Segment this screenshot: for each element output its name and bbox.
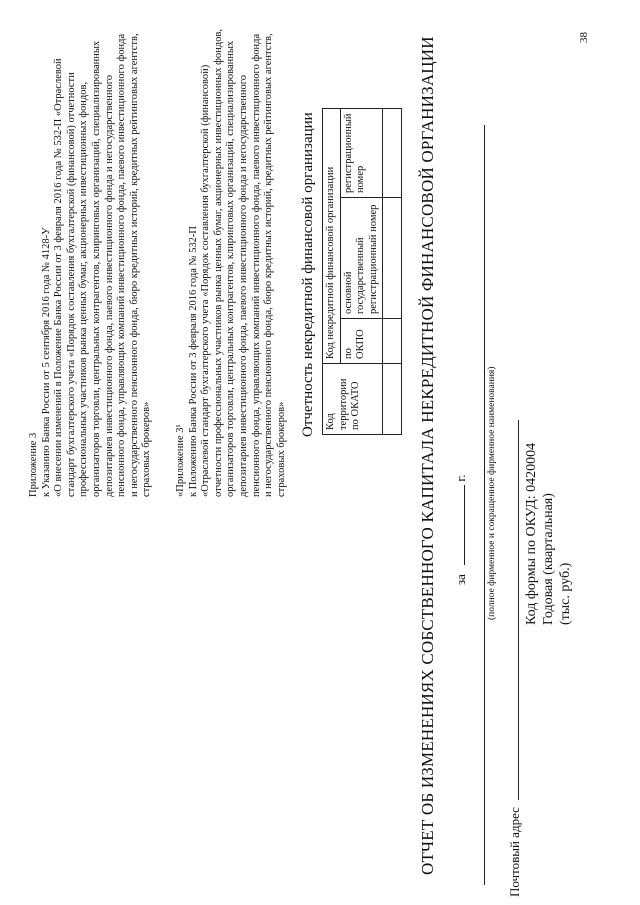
report-title: ОТЧЕТ ОБ ИЗМЕНЕНИЯХ СОБСТВЕННОГО КАПИТАЛА НЕКРЕДИТНОЙ ФИНАНСОВОЙ ОРГАНИЗАЦИИ [418, 36, 437, 875]
annex-3-line2: «О внесении изменений в Положение Банка России от 3 февраля 2016 года № 532-П «Отраслевой стандарт бухгалтерского учета «Порядок составления бухгалтерской (финансовой) отчетности профессиональных участников рынка ценных бумаг, акционерных инвестиционных фондов, организаторов торговли, центральных контрагентов, клиринговых организаций, специализированных депозитариев инвестиционного фонда, паевого инвестиционного фонда и негосударственного пенсионного фонда, управляющих компаний инвестиционного фонда, паевого инвестиционного фонда и негосударственного пенсионного фонда, бюро кредитных историй, кредитных рейтинговых агентств, страховых брокеров» [53, 33, 153, 497]
postal-address-blank [518, 420, 519, 800]
okud-units: (тыс. руб.) [558, 562, 573, 625]
postal-address-label: Почтовый адрес [507, 807, 522, 897]
annex-3-title: Приложение 3 [28, 432, 39, 497]
ogrn-header: основной государственный регистрационный номер [340, 198, 383, 319]
okud-block [523, 443, 574, 625]
report-subtitle: Отчетность некредитной финансовой организации [300, 112, 316, 437]
postal-address [507, 420, 523, 897]
period-suffix: г. [453, 474, 468, 482]
okato-value-cell [383, 364, 402, 435]
organization-code-header: Код некредитной финансовой организации [323, 109, 341, 364]
registration-number-value-cell [383, 109, 402, 198]
page-number: 38 [578, 32, 590, 43]
okato-header: Код территории по ОКАТО [323, 364, 383, 435]
okpo-header: по ОКПО [340, 319, 383, 364]
okud-code: Код формы по ОКУД: 0420004 [524, 442, 539, 625]
annex-3-1-title: «Приложение 3¹ [175, 424, 186, 497]
annex-3-line1: к Указанию Банка России от 5 сентября 2016 года № 4128-У [40, 227, 52, 497]
period-blank [464, 485, 465, 565]
annex-3-1-line2: «Отраслевой стандарт бухгалтерского учета «Порядок составления бухгалтерской (финансовой) отчетности профессиональных участников рынка ценных бумаг, акционерных инвестиционных фондов, организаторов торговли, центральных контрагентов, клиринговых организаций, специализированных депозитариев инвестиционного фонда, паевого инвестиционного фонда и негосударственного пенсионного фонда, управляющих компаний инвестиционного фонда, паевого инвестиционного фонда и негосударственного пенсионного фонда, бюро кредитных историй, кредитных рейтинговых агентств, страховых брокеров» [200, 29, 287, 497]
ogrn-value-cell [383, 198, 402, 319]
okud-periodicity: Годовая (квартальная) [541, 493, 556, 625]
annex-3-1-header [175, 27, 288, 497]
period-prefix: за [453, 574, 468, 585]
registration-number-header: регистрационный номер [340, 109, 383, 198]
name-caption: (полное фирменное и сокращенное фирменное наименования) [487, 366, 497, 620]
annex-3-header [28, 27, 154, 497]
period-line [453, 474, 469, 585]
name-underline [484, 125, 485, 885]
code-table [322, 108, 402, 435]
annex-3-1-line1: к Положению Банка России от 3 февраля 2016 года № 532-П [187, 226, 199, 497]
okpo-value-cell [383, 319, 402, 364]
